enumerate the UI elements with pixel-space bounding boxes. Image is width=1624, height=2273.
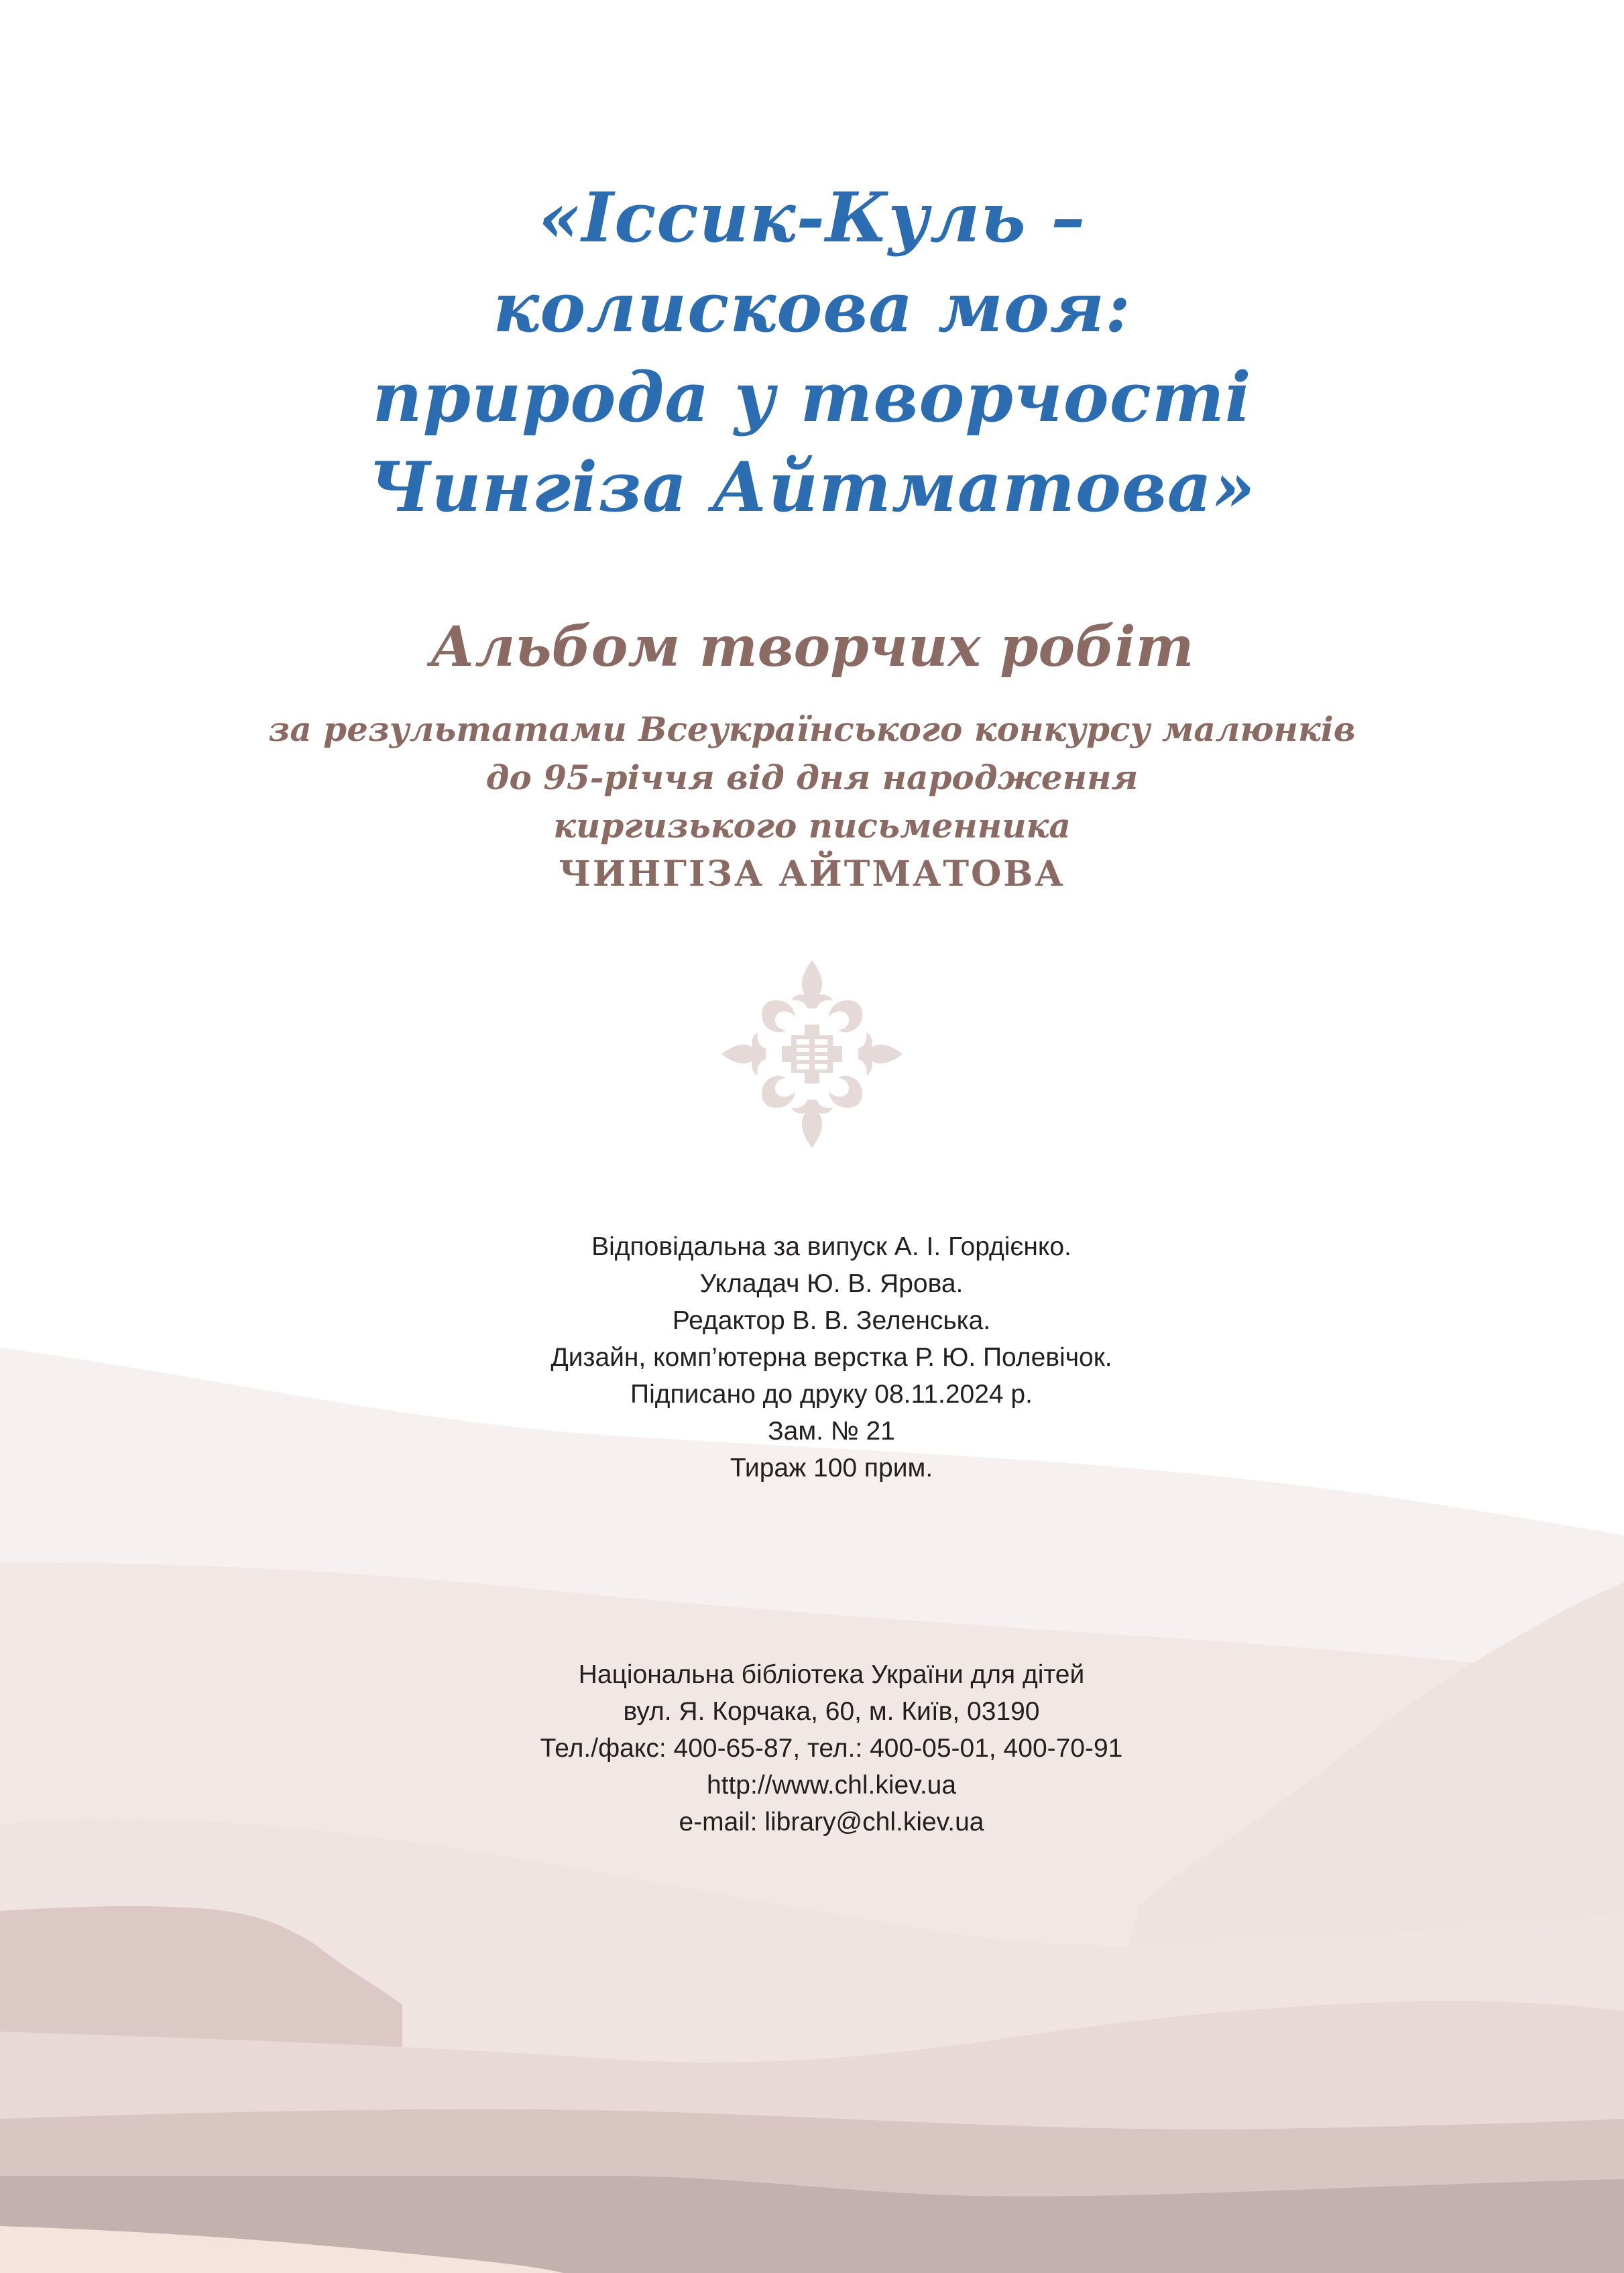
album-heading: Альбом творчих робіт — [430, 615, 1194, 679]
album-line-1: за результатами Всеукраїнського конкурсу малюнків — [268, 709, 1356, 749]
publisher-block — [0, 1656, 1624, 1841]
title-line-2: колискова моя: — [493, 268, 1131, 348]
album-description — [0, 705, 1624, 898]
main-title — [0, 173, 1624, 532]
imprint-design: Дизайн, комп’ютерна верстка Р. Ю. Полевічок. — [550, 1343, 1112, 1372]
imprint-compiler: Укладач Ю. В. Ярова. — [699, 1269, 964, 1298]
imprint-signed: Підписано до друку 08.11.2024 р. — [630, 1380, 1033, 1409]
title-line-4: Чингіза Айтматова» — [368, 447, 1256, 528]
imprint-order: Зам. № 21 — [768, 1417, 895, 1446]
title-line-1: «Іссик-Куль – — [538, 178, 1086, 258]
album-line-4: ЧИНГІЗА АЙТМАТОВА — [559, 854, 1065, 894]
publisher-phones: Тел./факс: 400-65-87, тел.: 400-05-01, 400-70-91 — [540, 1734, 1123, 1763]
imprint-print-run: Тираж 100 прим. — [730, 1454, 933, 1482]
album-line-2: до 95-річчя від дня народження — [485, 758, 1139, 797]
publisher-name: Національна бібліотека України для дітей — [578, 1660, 1085, 1689]
publisher-address: вул. Я. Корчака, 60, м. Київ, 03190 — [623, 1697, 1040, 1726]
publisher-email[interactable]: e-mail: library@chl.kiev.ua — [679, 1808, 984, 1837]
imprint-editor: Редактор В. В. Зеленська. — [672, 1306, 991, 1335]
album-line-3: киргизького письменника — [553, 806, 1071, 846]
kyrgyz-ornament-icon — [721, 960, 903, 1148]
imprint-block — [0, 1228, 1624, 1487]
publisher-website[interactable]: http://www.chl.kiev.ua — [706, 1771, 957, 1800]
imprint-responsible: Відповідальна за випуск А. І. Гордієнко. — [591, 1232, 1071, 1261]
title-line-3: природа у творчості — [372, 357, 1252, 438]
